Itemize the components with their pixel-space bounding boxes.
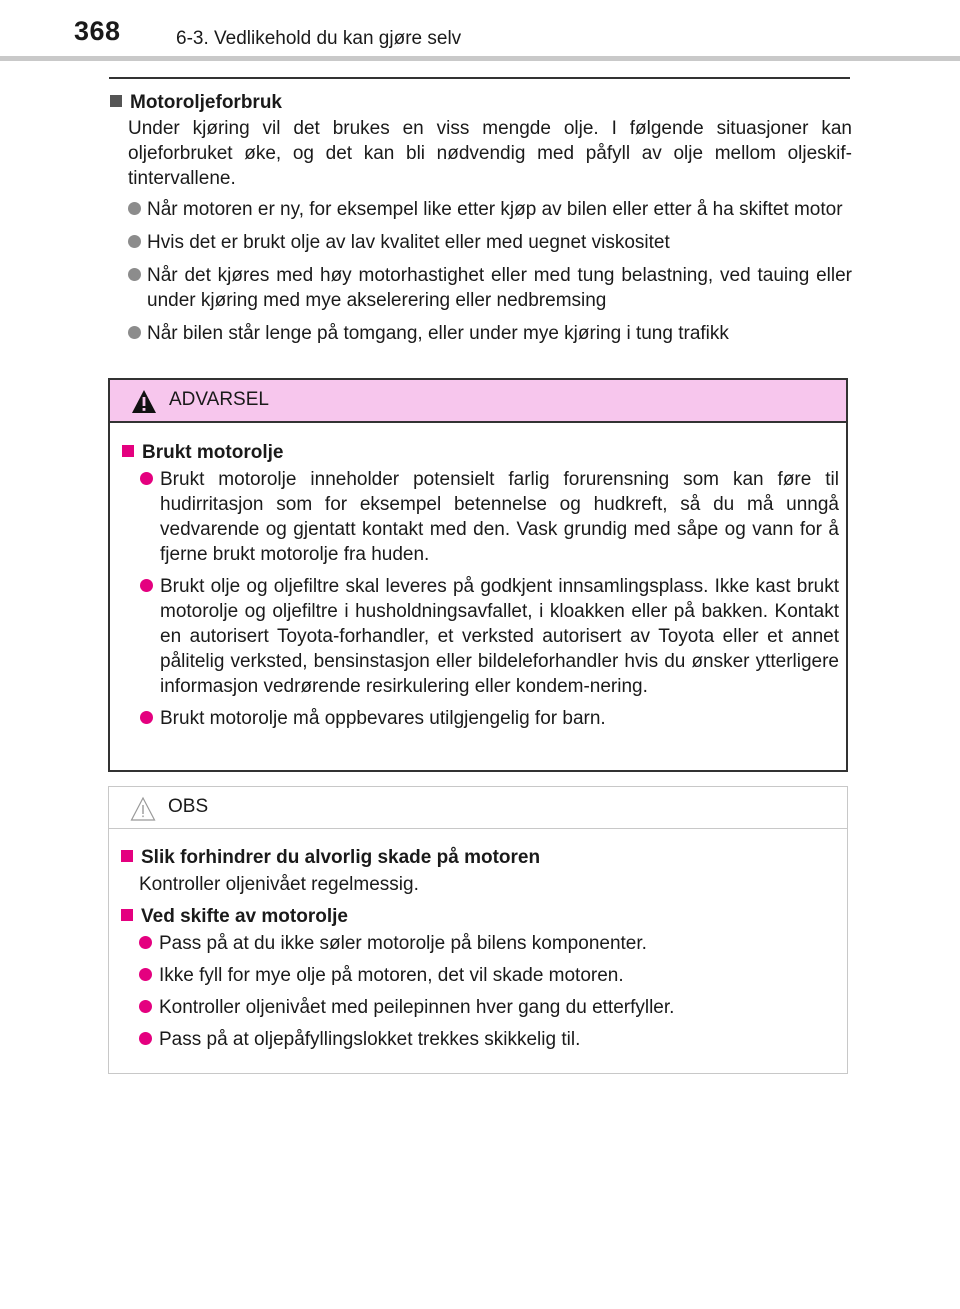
warning-header: [110, 380, 846, 423]
list-item: [140, 706, 839, 731]
bullet-dot-icon: [128, 235, 141, 248]
square-bullet-icon: [110, 95, 122, 107]
warning-title: ADVARSEL: [169, 389, 269, 410]
warning-box: [108, 378, 848, 772]
bullet-dot-icon: [140, 579, 153, 592]
square-bullet-icon: [122, 445, 134, 457]
heading-text: Brukt motorolje: [142, 442, 284, 463]
bullet-dot-icon: [128, 202, 141, 215]
notice-header: [109, 787, 847, 829]
notice-heading: [121, 845, 838, 870]
intro-paragraph: Under kjøring vil det brukes en viss mengde olje. I følgende situasjoner kan oljeforbruket øke, og det kan bli nødvendig med påfyll av olje mellom oljeskif-tintervallene.: [128, 118, 852, 189]
page-header: [0, 0, 960, 62]
list-item: [128, 197, 852, 222]
section-heading: [110, 90, 852, 115]
list-item-text: Brukt motorolje må oppbevares utilgjengelig for barn.: [160, 708, 606, 729]
notice-box: [108, 786, 848, 1074]
bullet-dot-icon: [140, 711, 153, 724]
caution-triangle-icon: [130, 796, 156, 822]
main-content: [110, 90, 852, 354]
bullet-dot-icon: [128, 268, 141, 281]
list-item: [128, 230, 852, 255]
list-item-text: Pass på at du ikke søler motorolje på bilens komponenter.: [159, 933, 647, 954]
list-item: [128, 263, 852, 313]
notice-body: [121, 845, 838, 1059]
divider-rule: [109, 77, 850, 79]
section-title: 6-3. Vedlikehold du kan gjøre selv: [176, 28, 462, 49]
page-number: 368: [74, 16, 121, 46]
heading-text: Ved skifte av motorolje: [141, 906, 348, 927]
list-item: [140, 467, 839, 567]
list-item: [139, 931, 838, 956]
notice-text: Kontroller oljenivået regelmessig.: [139, 874, 419, 895]
list-item-text: Brukt olje og oljefiltre skal leveres på godkjent innsamlingsplass. Ikke kast brukt motorolje og oljefiltre i husholdningsavfallet, i kloakken eller på bakken. Kontakt en autorisert Toyota-forhandler, et verksted autorisert av Toyota eller et annet pålitelig verksted, bensinstasjon eller bildeleforhandler hvis du ønsker ytterligere informasjon vedrørende resirkulering eller kondem-nering.: [160, 576, 839, 697]
header-band: [0, 56, 960, 61]
bullet-dot-icon: [139, 936, 152, 949]
list-item-text: Ikke fyll for mye olje på motoren, det vil skade motoren.: [159, 965, 624, 986]
warning-body: [122, 440, 839, 738]
list-item: [139, 1027, 838, 1052]
bullet-dot-icon: [139, 1032, 152, 1045]
notice-heading: [121, 904, 838, 929]
list-item-text: Pass på at oljepåfyllingslokket trekkes skikkelig til.: [159, 1029, 581, 1050]
list-item-text: Hvis det er brukt olje av lav kvalitet eller med uegnet viskositet: [147, 232, 670, 253]
heading-text: Motoroljeforbruk: [130, 92, 282, 113]
bullet-dot-icon: [139, 1000, 152, 1013]
warning-triangle-icon: [131, 389, 157, 415]
list-item-text: Når bilen står lenge på tomgang, eller under mye kjøring i tung trafikk: [147, 323, 729, 344]
bullet-dot-icon: [140, 472, 153, 485]
list-item-text: Brukt motorolje inneholder potensielt farlig forurensning som kan føre til hudirritasjon som for eksempel betennelse og hudkreft, så du må unngå vedvarende og gjentatt kontakt med den. Vask grundig med såpe og vann for å fjerne brukt motorolje fra huden.: [160, 469, 839, 565]
square-bullet-icon: [121, 909, 133, 921]
square-bullet-icon: [121, 850, 133, 862]
list-item-text: Når motoren er ny, for eksempel like etter kjøp av bilen eller etter å ha skiftet motor: [147, 199, 843, 220]
list-item-text: Når det kjøres med høy motorhastighet eller med tung belastning, ved tauing eller under kjøring med mye akselerering eller nedbremsing: [147, 265, 852, 311]
bullet-dot-icon: [128, 326, 141, 339]
heading-text: Slik forhindrer du alvorlig skade på motoren: [141, 847, 541, 868]
list-item: [140, 574, 839, 699]
bullet-dot-icon: [139, 968, 152, 981]
list-item-text: Kontroller oljenivået med peilepinnen hver gang du etterfyller.: [159, 997, 675, 1018]
list-item: [139, 995, 838, 1020]
warning-heading: [122, 440, 839, 465]
list-item: [128, 321, 852, 346]
notice-title: OBS: [168, 796, 209, 817]
list-item: [139, 963, 838, 988]
